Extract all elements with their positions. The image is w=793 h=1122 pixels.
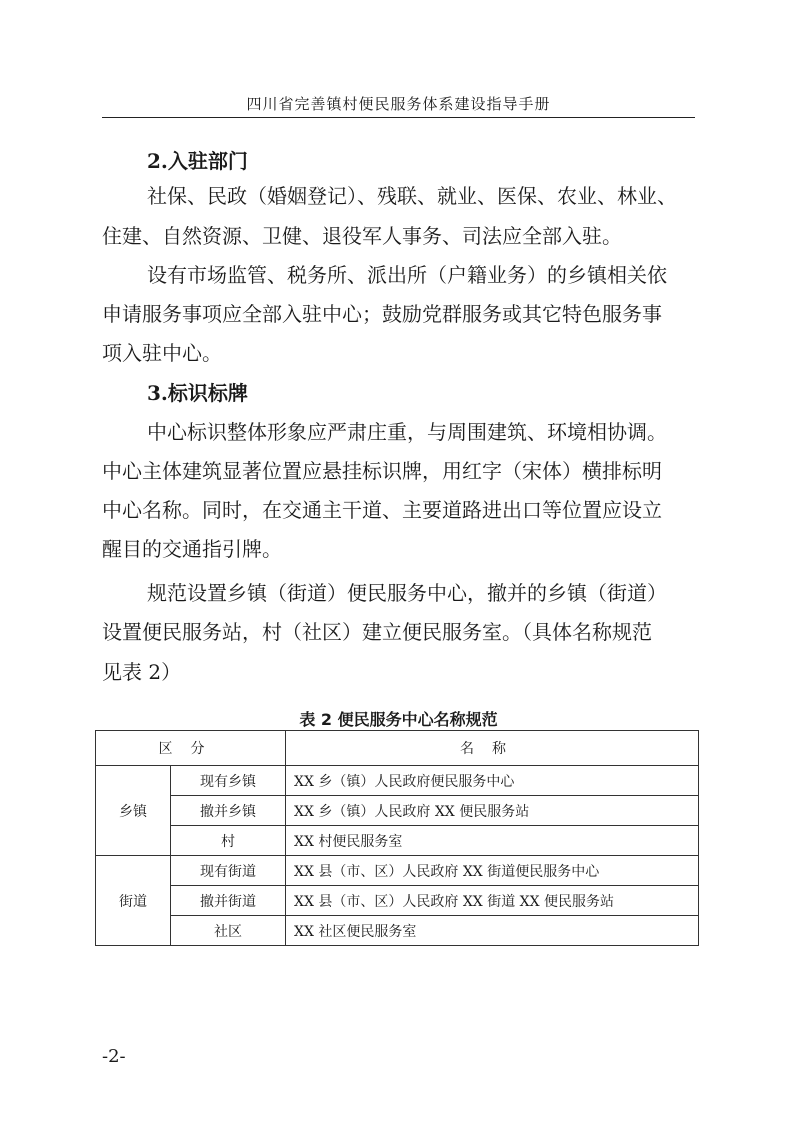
sub-category: 现有街道 <box>171 856 286 886</box>
sub-category: 撤并乡镇 <box>171 796 286 826</box>
standard-name: XX 乡（镇）人民政府便民服务中心 <box>286 766 699 796</box>
standard-name: XX 县（市、区）人民政府 XX 街道 XX 便民服务站 <box>286 886 699 916</box>
section-2-line-1: 社保、民政（婚姻登记）、残联、就业、医保、农业、林业、 <box>147 184 677 208</box>
section-2-heading: 2.入驻部门 <box>147 149 248 173</box>
table-row <box>96 826 699 856</box>
section-3-line-3: 中心名称。同时，在交通主干道、主要道路进出口等位置应设立 <box>102 498 662 522</box>
table-caption: 表 2 便民服务中心名称规范 <box>299 710 498 729</box>
section-3-line-6: 设置便民服务站，村（社区）建立便民服务室。（具体名称规范 <box>102 620 652 644</box>
section-3-line-5: 规范设置乡镇（街道）便民服务中心，撤并的乡镇（街道） <box>147 581 667 605</box>
running-header: 四川省完善镇村便民服务体系建设指导手册 <box>246 95 551 113</box>
standard-name: XX 社区便民服务室 <box>286 916 699 946</box>
header-category: 区分 <box>96 731 286 766</box>
table-row <box>96 886 699 916</box>
section-3-line-4: 醒目的交通指引牌。 <box>102 537 282 561</box>
table-row <box>96 766 699 796</box>
section-2-line-2: 住建、自然资源、卫健、退役军人事务、司法应全部入驻。 <box>102 224 622 248</box>
sub-category: 撤并街道 <box>171 886 286 916</box>
section-3-line-2: 中心主体建筑显著位置应悬挂标识牌，用红字（宋体）横排标明 <box>102 459 662 483</box>
standard-name: XX 县（市、区）人民政府 XX 街道便民服务中心 <box>286 856 699 886</box>
header-name: 名称 <box>286 731 699 766</box>
section-3-line-7: 见表 2） <box>102 660 182 684</box>
sub-category: 社区 <box>171 916 286 946</box>
table-header-row <box>96 731 699 766</box>
standard-name: XX 村便民服务室 <box>286 826 699 856</box>
group-label: 乡镇 <box>96 766 171 856</box>
section-2-line-5: 项入驻中心。 <box>102 341 222 365</box>
section-2-line-4: 申请服务事项应全部入驻中心；鼓励党群服务或其它特色服务事 <box>102 302 662 326</box>
table-row <box>96 796 699 826</box>
section-3-heading: 3.标识标牌 <box>147 381 248 405</box>
table-row <box>96 916 699 946</box>
header-rule <box>102 117 695 118</box>
section-2-line-3: 设有市场监管、税务所、派出所（户籍业务）的乡镇相关依 <box>147 263 667 287</box>
name-spec-table <box>95 730 699 946</box>
page-number: -2- <box>102 1046 126 1067</box>
section-3-line-1: 中心标识整体形象应严肃庄重，与周围建筑、环境相协调。 <box>147 420 667 444</box>
sub-category: 现有乡镇 <box>171 766 286 796</box>
standard-name: XX 乡（镇）人民政府 XX 便民服务站 <box>286 796 699 826</box>
group-label: 街道 <box>96 856 171 946</box>
table-row <box>96 856 699 886</box>
sub-category: 村 <box>171 826 286 856</box>
